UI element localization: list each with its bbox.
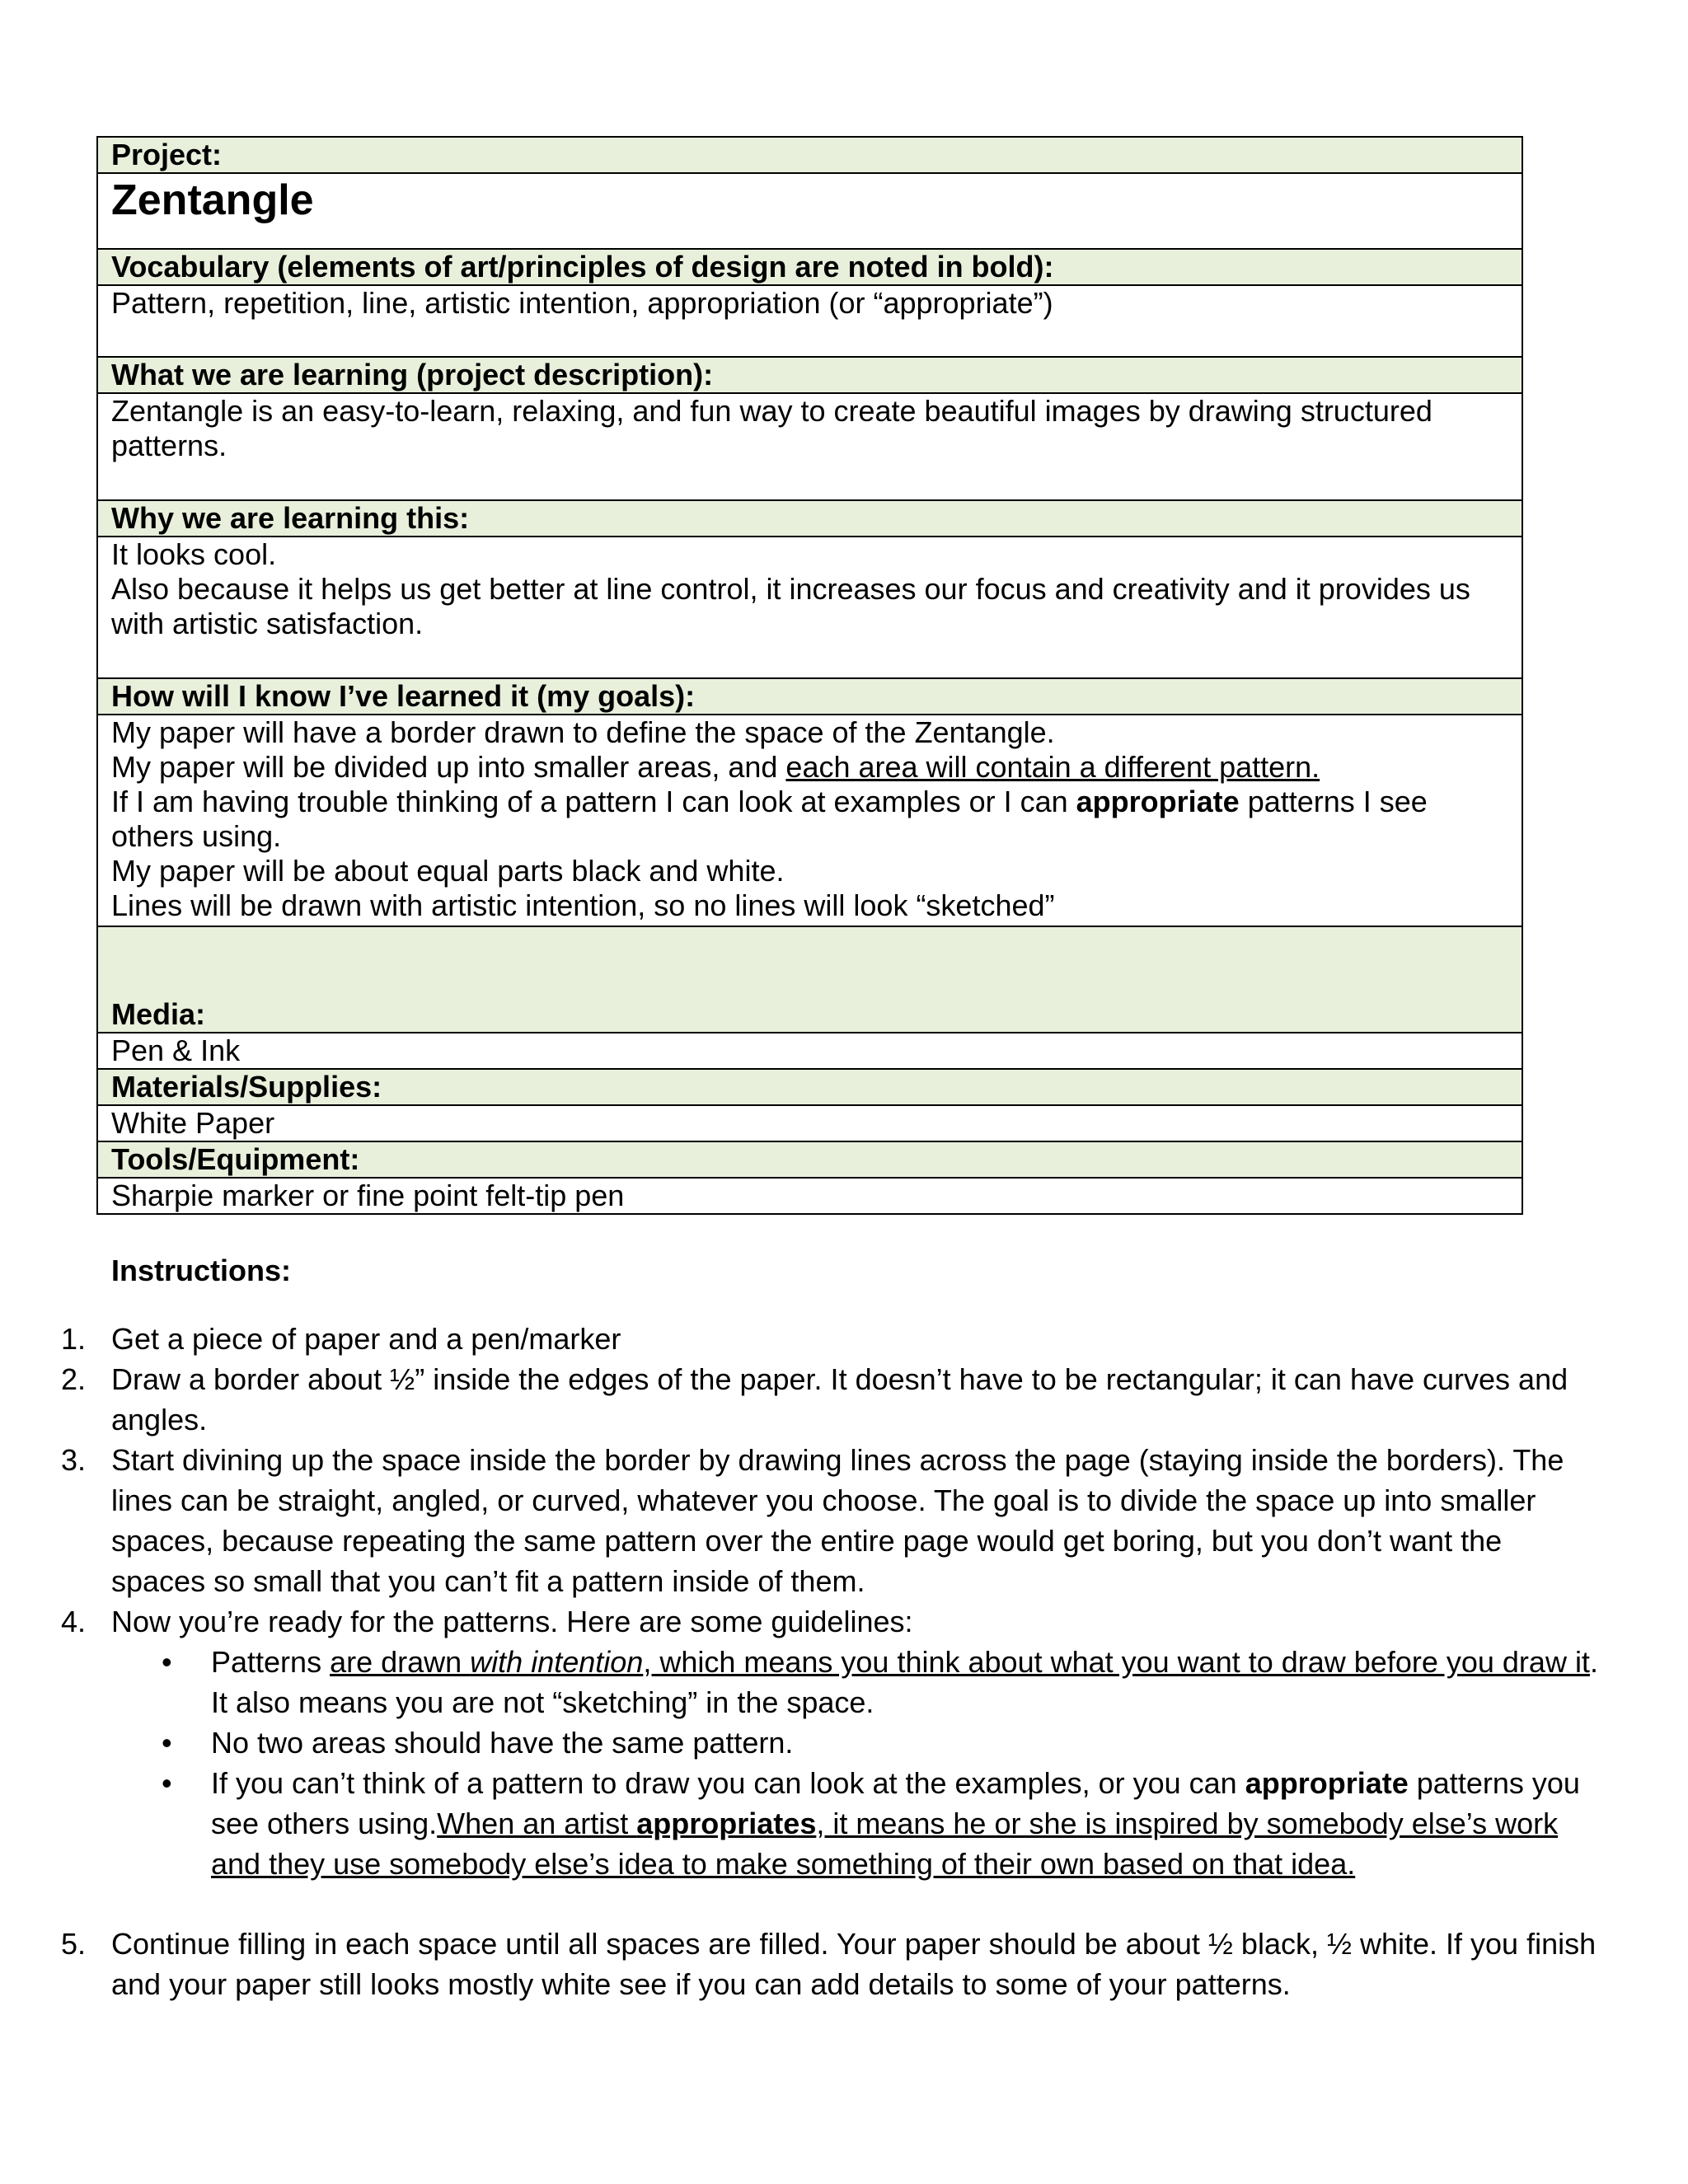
why-line-2: Also because it helps us get better at line control, it increases our focus and creativity and it provides us with artistic satisfaction. — [111, 572, 1470, 640]
bullet-3-text-mid: patterns you see others using. — [211, 1766, 1580, 1840]
materials-text: White Paper — [97, 1105, 1522, 1141]
lesson-plan-table — [96, 136, 1523, 1215]
bullet-1-text: Patterns — [211, 1645, 331, 1679]
list-item — [0, 1319, 1599, 1359]
step-1-text: Get a piece of paper and a pen/marker — [111, 1322, 621, 1356]
list-item — [0, 1763, 1599, 1884]
bullet-3-underlined-bold: appropriates — [636, 1807, 817, 1840]
step-5-text: Continue filling in each space until all spaces are filled. Your paper should be about ½ black, ½ white. If you finish and your paper still looks mostly white see if you can add details to some of your patterns. — [111, 1927, 1597, 2001]
step-number: 4. — [61, 1605, 87, 1638]
list-item — [0, 1359, 1599, 1440]
bullet-3-underlined-end: , it means he or she is inspired by somebody else’s work and they use somebody else’s idea to make something of their own based on that idea. — [211, 1807, 1559, 1881]
instructions-title: Instructions: — [111, 1254, 292, 1287]
instructions-list — [0, 1319, 1599, 2004]
goal-3-text: If I am having trouble thinking of a pattern I can look at examples or I can — [111, 785, 1076, 818]
bullet-icon: • — [162, 1766, 172, 1800]
step-number: 1. — [61, 1322, 87, 1356]
learning-text: Zentangle is an easy-to-learn, relaxing, and fun way to create beautiful images by drawing structured patterns. — [97, 393, 1522, 500]
bullet-icon: • — [162, 1645, 172, 1679]
bullet-icon: • — [162, 1726, 172, 1760]
step-3-text: Start divining up the space inside the border by drawing lines across the page (staying inside the borders). The lines can be straight, angled, or curved, whatever you choose. The goal is to divide the space up into smaller spaces, because repeating the same pattern over the entire page would get boring, but you don’t want the spaces so small that you can’t fit a pattern inside of them. — [111, 1443, 1564, 1598]
goal-3-bold: appropriate — [1076, 785, 1240, 818]
vocabulary-text: Pattern, repetition, line, artistic intention, appropriation (or “appropriate”) — [97, 285, 1522, 357]
goal-5: Lines will be drawn with artistic intention, so no lines will look “sketched” — [111, 888, 1055, 922]
goal-1: My paper will have a border drawn to define the space of the Zentangle. — [111, 715, 1055, 749]
goal-3 — [111, 785, 1508, 854]
media-text: Pen & Ink — [97, 1033, 1522, 1069]
goal-2-underlined: each area will contain a different pattern. — [785, 750, 1320, 784]
step-number: 5. — [61, 1927, 87, 1961]
tools-text: Sharpie marker or fine point felt-tip pen — [97, 1178, 1522, 1214]
bullet-1-underlined-italic: with intention — [470, 1645, 644, 1679]
bullet-1-underlined-end: , which means you think about what you want to draw before you draw it — [643, 1645, 1590, 1679]
goals-label: How will I know I’ve learned it (my goals): — [97, 678, 1522, 715]
materials-label: Materials/Supplies: — [97, 1069, 1522, 1105]
list-item — [0, 1440, 1599, 1601]
why-label: Why we are learning this: — [97, 500, 1522, 537]
bullet-3-bold: appropriate — [1245, 1766, 1409, 1800]
vocabulary-label: Vocabulary (elements of art/principles of design are noted in bold): — [97, 249, 1522, 285]
goal-2-text: My paper will be divided up into smaller areas, and — [111, 750, 786, 784]
goal-4: My paper will be about equal parts black and white. — [111, 854, 785, 888]
learning-label: What we are learning (project description): — [97, 357, 1522, 393]
project-label: Project: — [97, 137, 1522, 173]
goal-2 — [111, 750, 1508, 785]
list-item — [0, 1642, 1599, 1722]
why-text — [97, 537, 1522, 678]
why-line-1: It looks cool. — [111, 537, 277, 571]
step-number: 3. — [61, 1443, 87, 1477]
guidelines-list — [111, 1642, 1599, 1884]
list-item — [0, 1924, 1599, 2004]
bullet-1-underlined: are drawn — [330, 1645, 471, 1679]
media-label: Media: — [97, 926, 1522, 1033]
bullet-1-text-end: . It also means you are not “sketching” in the space. — [211, 1645, 1598, 1719]
list-item — [0, 1722, 1599, 1763]
project-title: Zentangle — [97, 173, 1522, 249]
list-item — [0, 1601, 1599, 1884]
bullet-2-text: No two areas should have the same pattern. — [211, 1726, 794, 1760]
bullet-3-text: If you can’t think of a pattern to draw you can look at the examples, or you can — [211, 1766, 1245, 1800]
step-number: 2. — [61, 1362, 87, 1396]
goals-text — [97, 715, 1522, 926]
goal-3-text-end: patterns I see others using. — [111, 785, 1428, 853]
step-2-text: Draw a border about ½” inside the edges of the paper. It doesn’t have to be rectangular; it can have curves and angles. — [111, 1362, 1568, 1436]
step-4-text: Now you’re ready for the patterns. Here are some guidelines: — [111, 1605, 913, 1638]
tools-label: Tools/Equipment: — [97, 1141, 1522, 1178]
bullet-3-underlined: When an artist — [437, 1807, 637, 1840]
